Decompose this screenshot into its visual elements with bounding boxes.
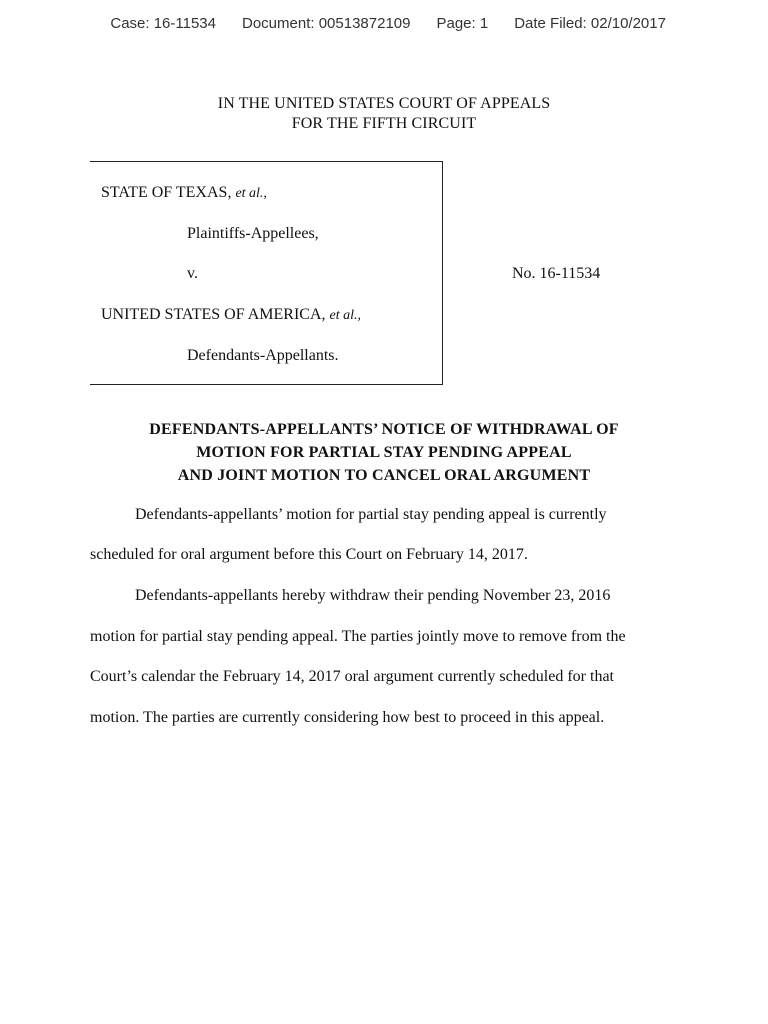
versus-label: v.	[187, 265, 198, 282]
defendant-et-al: et al.,	[329, 308, 362, 323]
plaintiff-role: Plaintiffs-Appellees,	[187, 225, 319, 242]
court-name-line2: FOR THE FIFTH CIRCUIT	[291, 115, 477, 132]
document-number-stamp: Document: 00513872109	[242, 15, 411, 32]
case-number: No. 16-11534	[512, 265, 601, 282]
paragraph-2-line-4: motion. The parties are currently considering how best to proceed in this appeal.	[90, 709, 605, 726]
paragraph-2-line-2: motion for partial stay pending appeal. The parties jointly move to remove from the	[90, 628, 626, 645]
paragraph-2-line-3: Court’s calendar the February 14, 2017 oral argument currently scheduled for that	[90, 668, 614, 685]
paragraph-1-line-2: scheduled for oral argument before this Court on February 14, 2017.	[90, 546, 528, 563]
paragraph-2-line-1: Defendants-appellants hereby withdraw their pending November 23, 2016	[135, 587, 611, 604]
document-title-line3: AND JOINT MOTION TO CANCEL ORAL ARGUMENT	[177, 467, 591, 484]
defendant-name: UNITED STATES OF AMERICA, et al.,	[101, 306, 362, 323]
document-title-line2: MOTION FOR PARTIAL STAY PENDING APPEAL	[196, 444, 572, 461]
date-filed-stamp: Date Filed: 02/10/2017	[514, 15, 666, 32]
paragraph-1-line-1: Defendants-appellants’ motion for partial stay pending appeal is currently	[135, 506, 607, 523]
court-name-line1: IN THE UNITED STATES COURT OF APPEALS	[217, 95, 551, 112]
plaintiff-et-al: et al.,	[235, 186, 267, 201]
page-number-stamp: Page: 1	[436, 15, 489, 32]
document-title-line1: DEFENDANTS-APPELLANTS’ NOTICE OF WITHDRAWAL OF	[149, 421, 619, 438]
filing-header	[0, 0, 768, 32]
plaintiff-name: STATE OF TEXAS, et al.,	[101, 184, 267, 201]
case-number-stamp: Case: 16-11534	[110, 15, 216, 32]
defendant-role: Defendants-Appellants.	[187, 347, 339, 364]
